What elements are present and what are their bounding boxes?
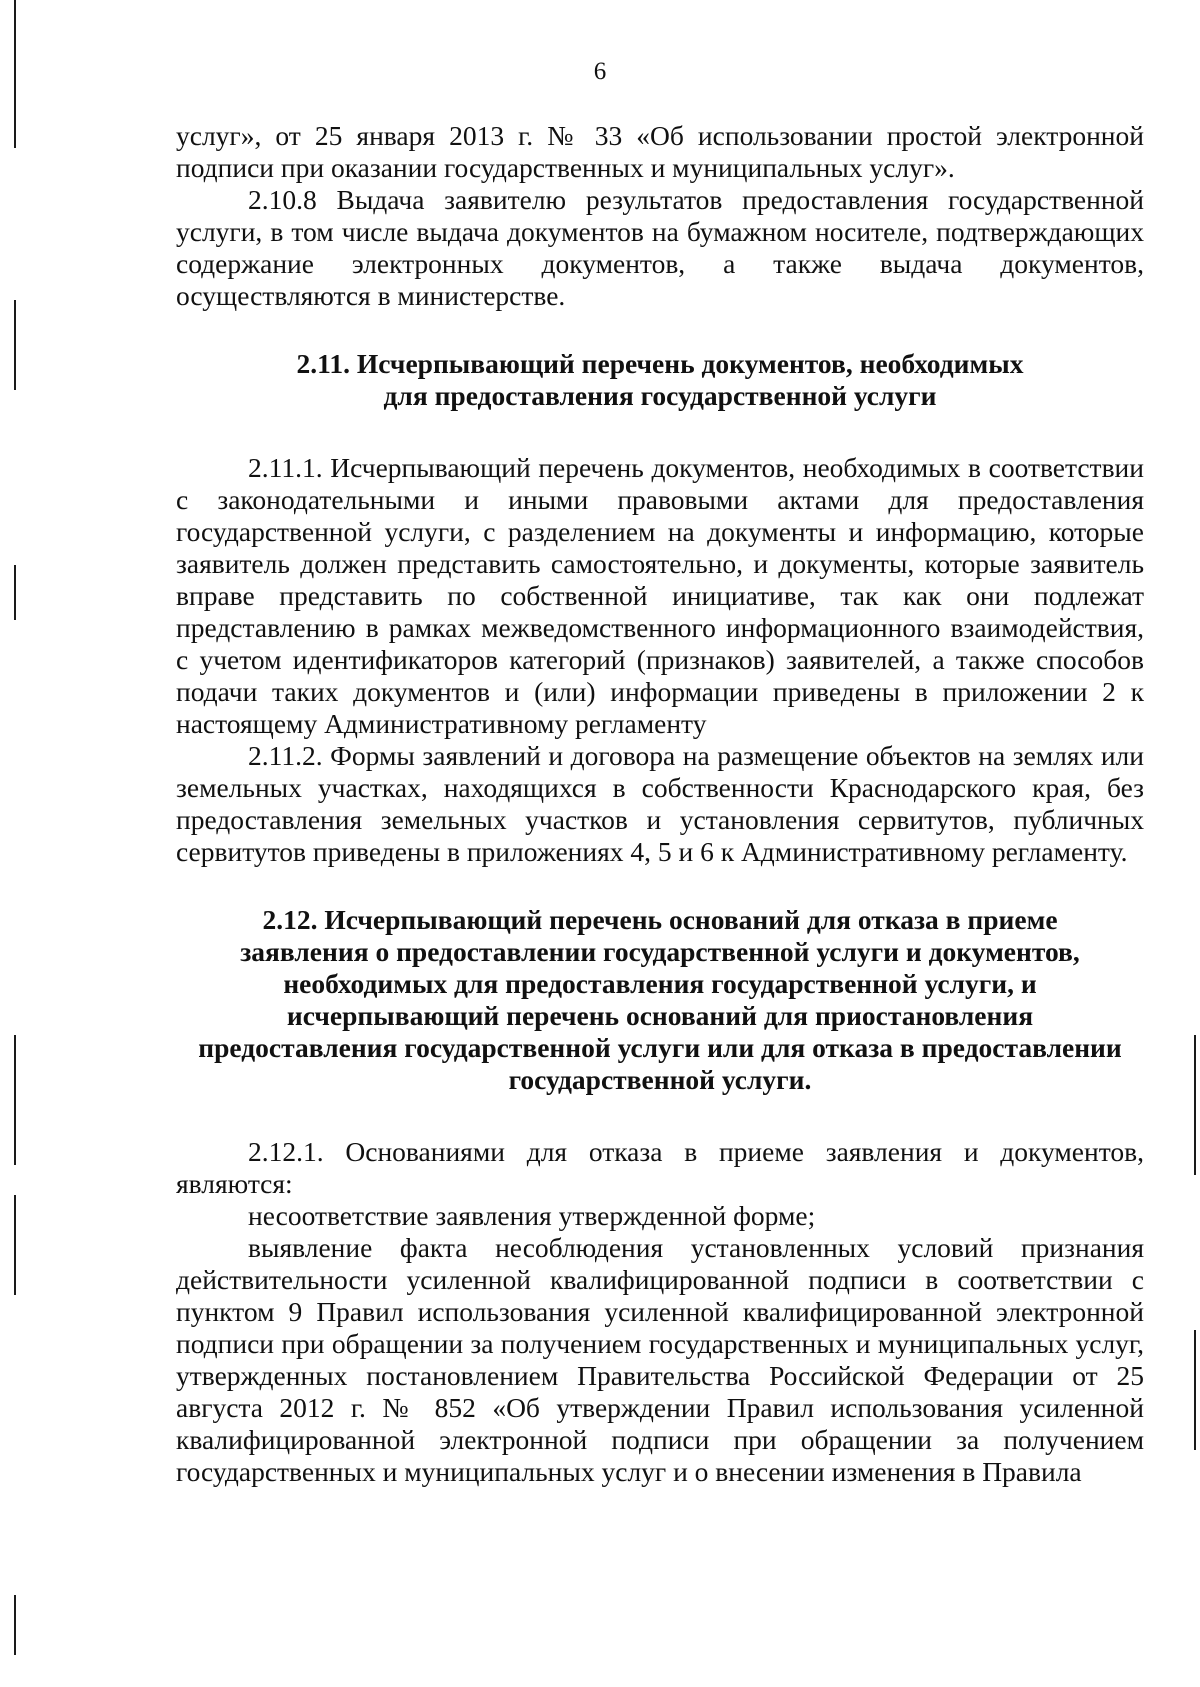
- scan-edge-mark: [14, 1595, 16, 1655]
- heading-line: заявления о предоставлении государственной услуги и документов,: [240, 936, 1080, 967]
- section-body-2-11: [176, 452, 1144, 868]
- scan-edge-mark: [14, 300, 16, 390]
- scan-edge-mark: [14, 1195, 16, 1295]
- heading-line: для предоставления государственной услуги: [383, 380, 937, 411]
- paragraph-2-11-1: 2.11.1. Исчерпывающий перечень документов, необходимых в соответствии с законодательными и иными правовыми актами для предоставления государственной услуги, с разделением на документы и информацию, которые заявитель должен представить самостоятельно, и документы, которые заявитель вправе представить по собственной инициативе, так как они подлежат представлению в рамках межведомственного информационного взаимодействия, с учетом идентификаторов категорий (признаков) заявителей, а также способов подачи таких документов и (или) информации приведены в приложении 2 к настоящему Административному регламенту: [176, 452, 1144, 739]
- heading-line: необходимых для предоставления государственной услуги, и: [283, 968, 1037, 999]
- heading-line: предоставления государственной услуги или для отказа в предоставлении: [198, 1032, 1122, 1063]
- document-body: [176, 120, 1144, 1488]
- section-body-2-12: [176, 1136, 1144, 1488]
- scan-edge-mark: [14, 565, 16, 620]
- scan-edge-mark: [1194, 1035, 1196, 1175]
- paragraph: услуг», от 25 января 2013 г. № 33 «Об использовании простой электронной подписи при оказании государственных и муниципальных услуг».: [176, 120, 1144, 183]
- section-heading-2-12: [176, 904, 1144, 1096]
- page-number: 6: [593, 58, 607, 85]
- heading-line: исчерпывающий перечень оснований для приостановления: [286, 1000, 1034, 1031]
- heading-line: 2.11. Исчерпывающий перечень документов, необходимых: [296, 348, 1024, 379]
- paragraph: несоответствие заявления утвержденной форме;: [248, 1200, 816, 1231]
- paragraph-2-12-1: 2.12.1. Основаниями для отказа в приеме заявления и документов, являются:: [176, 1136, 1144, 1199]
- paragraph-2-11-2: 2.11.2. Формы заявлений и договора на размещение объектов на землях или земельных участках, находящихся в собственности Краснодарского края, без предоставления земельных участков и установления сервитутов, публичных сервитутов приведены в приложениях 4, 5 и 6 к Административному регламенту.: [176, 740, 1144, 867]
- scan-edge-mark: [14, 1035, 16, 1165]
- heading-line: государственной услуги.: [508, 1064, 812, 1095]
- section-heading-2-11: [176, 348, 1144, 412]
- paragraph-2-10-8: 2.10.8 Выдача заявителю результатов предоставления государственной услуги, в том числе выдача документов на бумажном носителе, подтверждающих содержание электронных документов, а также выдача документов, осуществляются в министерстве.: [176, 184, 1144, 311]
- paragraph: выявление факта несоблюдения установленных условий признания действительности усиленной квалифицированной подписи в соответствии с пунктом 9 Правил использования усиленной квалифицированной электронной подписи при обращении за получением государственных и муниципальных услуг, утвержденных постановлением Правительства Российской Федерации от 25 августа 2012 г. № 852 «Об утверждении Правил использования усиленной квалифицированной электронной подписи при обращении за получением государственных и муниципальных услуг и о внесении изменения в Правила: [176, 1232, 1144, 1487]
- scan-edge-mark: [1194, 1330, 1196, 1450]
- heading-line: 2.12. Исчерпывающий перечень оснований для отказа в приеме: [262, 904, 1058, 935]
